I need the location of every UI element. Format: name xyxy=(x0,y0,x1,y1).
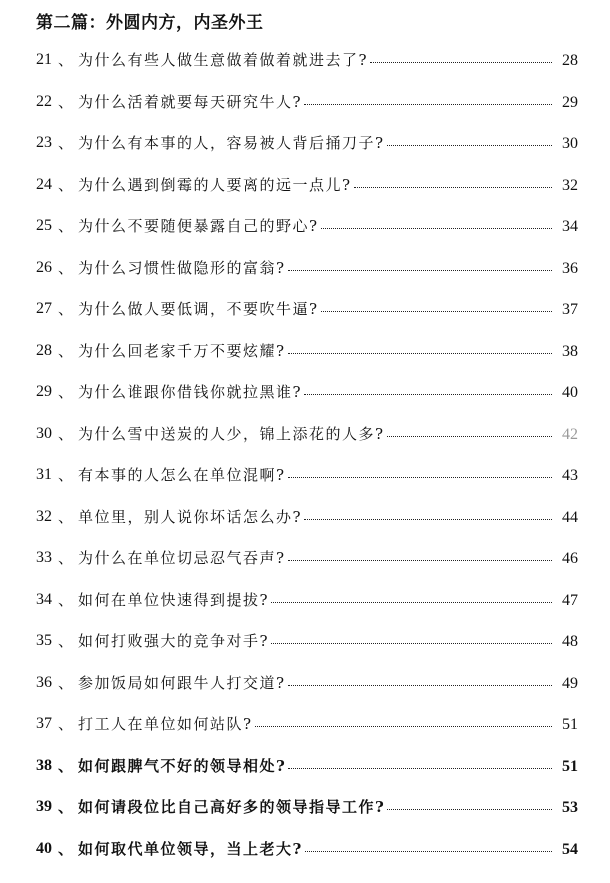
toc-entry-title: 参加饭局如何跟牛人打交道? xyxy=(78,673,286,692)
toc-entry-title: 打工人在单位如何站队? xyxy=(78,715,253,733)
toc-entry-line xyxy=(78,838,578,861)
toc-entry-separator: 、 xyxy=(58,92,74,111)
toc-entry-page-number: 46 xyxy=(562,550,578,567)
toc-dot-leader xyxy=(321,214,552,229)
toc-entry-line xyxy=(78,796,578,819)
toc-entry-title: 为什么回老家千万不要炫耀? xyxy=(78,341,286,360)
toc-entry-page-number: 36 xyxy=(562,259,578,277)
toc-entry-number: 21 xyxy=(36,51,52,68)
toc-entry-number: 36 xyxy=(36,673,52,691)
toc-entry-title: 为什么在单位切忌忍气吞声? xyxy=(78,549,286,567)
toc-dot-leader xyxy=(304,505,552,520)
toc-entry-page-number: 32 xyxy=(562,176,578,194)
toc-entry-number: 33 xyxy=(36,549,52,566)
toc-dot-leader xyxy=(370,48,552,63)
toc-entry-page-number: 30 xyxy=(562,135,578,152)
toc-entry-separator: 、 xyxy=(58,466,74,484)
toc-entry-page-number: 53 xyxy=(562,799,578,816)
toc-entry xyxy=(0,796,610,838)
toc-dot-leader xyxy=(271,588,552,603)
toc-entry-title: 为什么有些人做生意做着做着就进去了? xyxy=(78,51,369,69)
toc-entry-title: 如何取代单位领导，当上老大? xyxy=(78,839,303,858)
toc-entry-line xyxy=(78,506,578,529)
toc-entry xyxy=(0,672,610,714)
toc-entry-separator: 、 xyxy=(58,590,74,609)
toc-entry-line xyxy=(78,755,578,778)
toc-entry-number: 22 xyxy=(36,92,52,110)
toc-entry xyxy=(0,174,610,216)
toc-entry xyxy=(0,423,610,465)
toc-dot-leader xyxy=(288,256,552,271)
toc-entry-page-number: 47 xyxy=(562,591,578,609)
toc-dot-leader xyxy=(305,837,552,852)
toc-dot-leader xyxy=(387,795,552,810)
toc-entry-title: 为什么活着就要每天研究牛人? xyxy=(78,92,303,111)
toc-entry-line xyxy=(78,630,578,653)
toc-list xyxy=(0,49,610,879)
toc-entry-separator: 、 xyxy=(58,300,74,318)
toc-dot-leader xyxy=(387,131,552,146)
toc-entry-page-number: 40 xyxy=(562,384,578,401)
toc-entry xyxy=(0,132,610,174)
toc-entry-line xyxy=(78,174,578,197)
toc-entry-page-number: 48 xyxy=(562,633,578,650)
toc-entry-line xyxy=(78,464,578,487)
toc-dot-leader xyxy=(304,380,552,395)
toc-entry-line xyxy=(78,423,578,446)
toc-entry-number: 23 xyxy=(36,134,52,151)
toc-entry xyxy=(0,547,610,589)
toc-dot-leader xyxy=(255,712,552,727)
toc-entry-line xyxy=(78,340,578,363)
toc-entry xyxy=(0,215,610,257)
toc-dot-leader xyxy=(321,297,552,312)
toc-entry-title: 单位里，别人说你坏话怎么办? xyxy=(78,507,303,526)
toc-entry-page-number: 38 xyxy=(562,342,578,360)
toc-entry-title: 为什么遇到倒霉的人要离的远一点儿? xyxy=(78,175,352,194)
toc-entry xyxy=(0,257,610,299)
toc-entry-title: 为什么做人要低调，不要吹牛逼? xyxy=(78,300,319,318)
toc-entry-page-number: 49 xyxy=(562,674,578,692)
toc-entry-separator: 、 xyxy=(58,424,74,443)
toc-dot-leader xyxy=(271,629,552,644)
toc-entry-number: 27 xyxy=(36,300,52,317)
toc-entry-title: 为什么谁跟你借钱你就拉黑谁? xyxy=(78,383,303,401)
toc-entry-separator: 、 xyxy=(58,673,74,692)
toc-dot-leader xyxy=(304,90,552,105)
toc-entry xyxy=(0,464,610,506)
toc-entry-title: 为什么不要随便暴露自己的野心? xyxy=(78,217,319,235)
toc-entry-number: 24 xyxy=(36,175,52,193)
toc-entry xyxy=(0,340,610,382)
toc-entry-title: 如何请段位比自己高好多的领导指导工作? xyxy=(78,798,386,816)
toc-entry-line xyxy=(78,381,578,404)
toc-entry-number: 40 xyxy=(36,839,52,857)
toc-entry-title: 如何跟脾气不好的领导相处? xyxy=(78,756,287,775)
toc-dot-leader xyxy=(288,546,552,561)
toc-entry xyxy=(0,506,610,548)
toc-entry-line xyxy=(78,298,578,321)
toc-entry-title: 如何打败强大的竞争对手? xyxy=(78,632,270,650)
toc-entry-separator: 、 xyxy=(58,798,74,816)
toc-dot-leader xyxy=(354,173,552,188)
toc-entry xyxy=(0,713,610,755)
toc-dot-leader xyxy=(288,463,552,478)
toc-entry xyxy=(0,630,610,672)
toc-entry-page-number: 51 xyxy=(562,716,578,733)
toc-entry-page-number: 51 xyxy=(562,757,578,775)
section-title: 第二篇：外圆内方，内圣外王 xyxy=(36,13,264,33)
toc-entry-separator: 、 xyxy=(58,175,74,194)
toc-entry-title: 有本事的人怎么在单位混啊? xyxy=(78,466,286,484)
toc-entry-separator: 、 xyxy=(58,549,74,567)
toc-entry-number: 39 xyxy=(36,798,52,815)
toc-dot-leader xyxy=(387,422,552,437)
toc-entry-number: 30 xyxy=(36,424,52,442)
toc-entry-page-number: 44 xyxy=(562,508,578,526)
toc-entry-separator: 、 xyxy=(58,341,74,360)
toc-entry-separator: 、 xyxy=(58,134,74,152)
toc-entry-line xyxy=(78,91,578,114)
toc-entry-title: 为什么有本事的人，容易被人背后捅刀子? xyxy=(78,134,385,152)
toc-entry-separator: 、 xyxy=(58,507,74,526)
toc-entry-line xyxy=(78,257,578,280)
toc-dot-leader xyxy=(288,671,552,686)
toc-entry xyxy=(0,298,610,340)
toc-dot-leader xyxy=(288,339,552,354)
toc-entry-title: 为什么雪中送炭的人少，锦上添花的人多? xyxy=(78,424,385,443)
toc-entry-number: 25 xyxy=(36,217,52,234)
toc-entry-number: 32 xyxy=(36,507,52,525)
toc-entry-page-number: 34 xyxy=(562,218,578,235)
toc-entry-line xyxy=(78,49,578,72)
toc-entry-number: 34 xyxy=(36,590,52,608)
toc-entry-page-number: 29 xyxy=(562,93,578,111)
toc-entry-line xyxy=(78,672,578,695)
toc-entry-line xyxy=(78,132,578,155)
toc-entry xyxy=(0,755,610,797)
toc-entry-line xyxy=(78,713,578,736)
toc-entry-separator: 、 xyxy=(58,51,74,69)
toc-entry-separator: 、 xyxy=(58,217,74,235)
toc-entry-number: 29 xyxy=(36,383,52,400)
toc-entry-separator: 、 xyxy=(58,839,74,858)
toc-entry-separator: 、 xyxy=(58,383,74,401)
toc-entry-title: 如何在单位快速得到提拔? xyxy=(78,590,270,609)
toc-entry-title: 为什么习惯性做隐形的富翁? xyxy=(78,258,286,277)
toc-entry-page-number: 42 xyxy=(562,425,578,443)
toc-entry-separator: 、 xyxy=(58,715,74,733)
toc-entry-number: 38 xyxy=(36,756,52,774)
toc-entry-number: 28 xyxy=(36,341,52,359)
toc-entry-number: 31 xyxy=(36,466,52,483)
toc-entry xyxy=(0,381,610,423)
toc-entry-number: 37 xyxy=(36,715,52,732)
toc-entry-page-number: 28 xyxy=(562,52,578,69)
toc-entry-number: 26 xyxy=(36,258,52,276)
toc-entry-page-number: 37 xyxy=(562,301,578,318)
toc-entry-page-number: 43 xyxy=(562,467,578,484)
toc-entry-page-number: 54 xyxy=(562,840,578,858)
toc-entry-line xyxy=(78,589,578,612)
toc-entry-separator: 、 xyxy=(58,632,74,650)
toc-entry xyxy=(0,91,610,133)
toc-entry-line xyxy=(78,547,578,570)
toc-entry xyxy=(0,49,610,91)
toc-entry-line xyxy=(78,215,578,238)
toc-entry-number: 35 xyxy=(36,632,52,649)
toc-entry-separator: 、 xyxy=(58,756,74,775)
toc-entry xyxy=(0,838,610,880)
toc-entry xyxy=(0,589,610,631)
toc-dot-leader xyxy=(288,754,552,769)
toc-entry-separator: 、 xyxy=(58,258,74,277)
